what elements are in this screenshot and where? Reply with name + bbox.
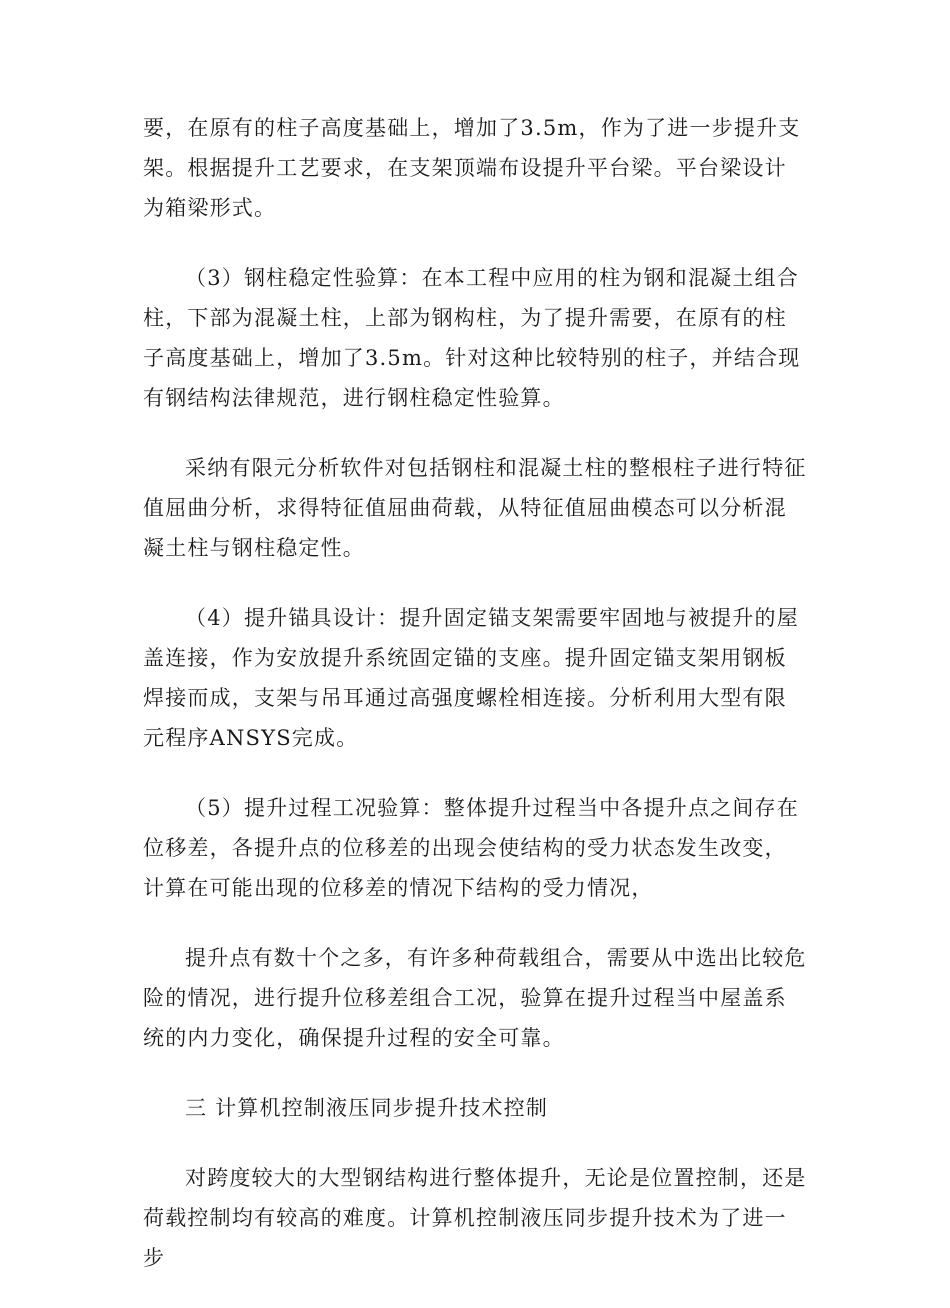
paragraph-lifting-process: （5）提升过程工况验算：整体提升过程当中各提升点之间存在位移差，各提升点的位移差的出现会使结构的受力状态发生改变，计算在可能出现的位移差的情况下结构的受力情况， [143,796,799,900]
paragraph-anchor-design: （4）提升锚具设计：提升固定锚支架需要牢固地与被提升的屋盖连接，作为安放提升系统固定锚的支座。提升固定锚支架用钢板焊接而成，支架与吊耳通过高强度螺栓相连接。分析利用大型有限元程序ANSYS完成。 [143,606,799,750]
section-heading: 三 计算机控制液压同步提升技术控制 [185,1096,549,1120]
paragraph-column-stability: （3）钢柱稳定性验算：在本工程中应用的柱为钢和混凝土组合柱，下部为混凝土柱，上部为钢构柱，为了提升需要，在原有的柱子高度基础上，增加了3.5m。针对这种比较特别的柱子，并结合现有钢结构法律规范，进行钢柱稳定性验算。 [143,266,801,410]
paragraph-hydraulic-control: 对跨度较大的大型钢结构进行整体提升，无论是位置控制，还是荷载控制均有较高的难度。计算机控制液压同步提升技术为了进一步 [143,1166,807,1270]
paragraph-support-frame: 要，在原有的柱子高度基础上，增加了3.5m，作为了进一步提升支架。根据提升工艺要求，在支架顶端布设提升平台梁。平台梁设计为箱梁形式。 [143,116,801,220]
document-page [143,108,807,1308]
paragraph-load-combination: 提升点有数十个之多，有许多种荷载组合，需要从中选出比较危险的情况，进行提升位移差组合工况，验算在提升过程当中屋盖系统的内力变化，确保提升过程的安全可靠。 [143,946,807,1050]
paragraph-finite-element: 采纳有限元分析软件对包括钢柱和混凝土柱的整根柱子进行特征值屈曲分析，求得特征值屈曲荷载，从特征值屈曲模态可以分析混凝土柱与钢柱稳定性。 [143,456,807,560]
